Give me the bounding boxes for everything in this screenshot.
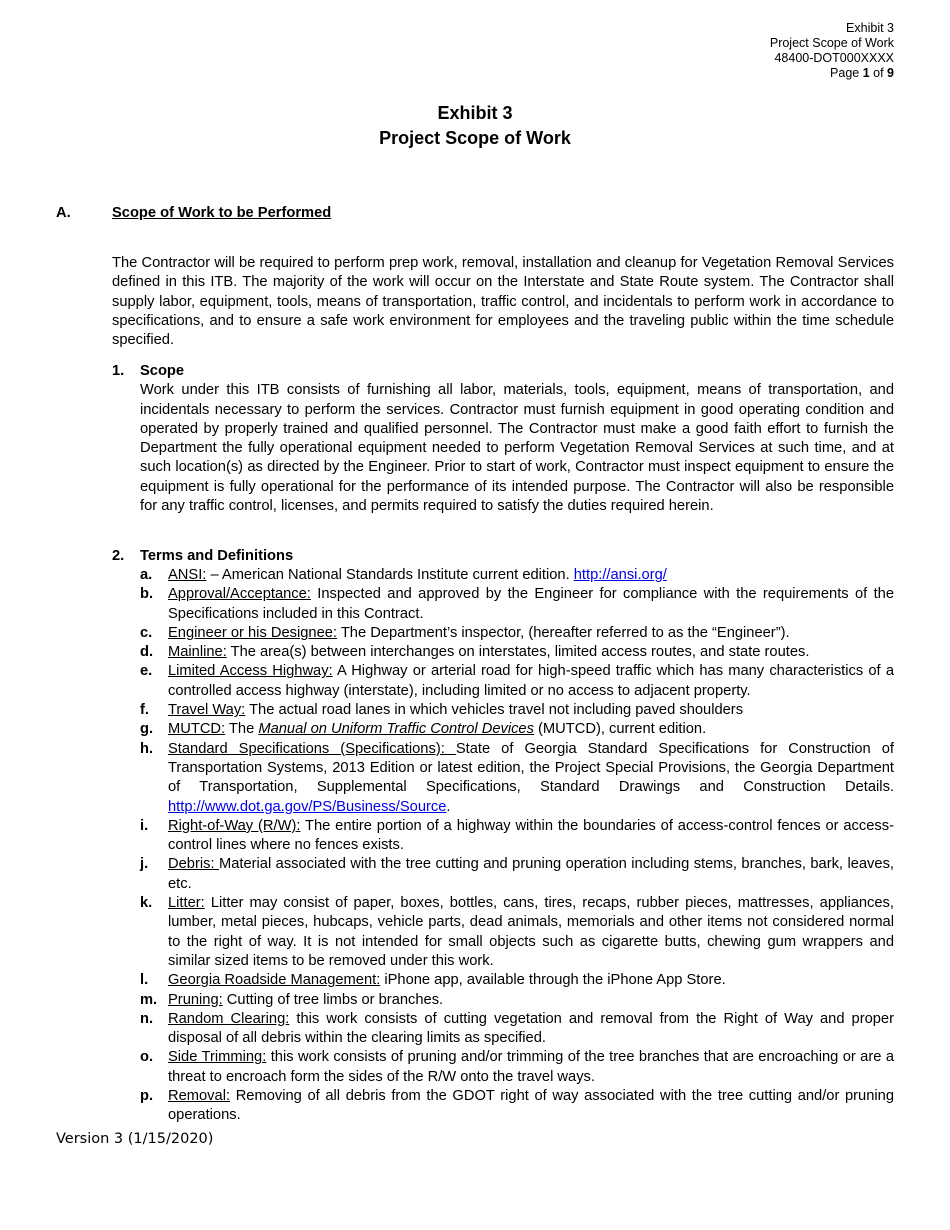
definition-term: Georgia Roadside Management: (168, 972, 381, 989)
definition-item: l. Georgia Roadside Management: iPhone app, available through the iPhone App Store. (140, 972, 726, 989)
definition-term: Standard Specifications (Specifications): (168, 740, 456, 757)
scope-heading: Scope (140, 363, 185, 379)
definition-term: Approval/Acceptance: (168, 586, 311, 603)
definition-term: Mainline: (168, 644, 227, 661)
definition-term: ANSI: (168, 567, 207, 583)
definition-item: f. Travel Way: The actual road lanes in which vehicles travel not including paved shoulders (140, 702, 744, 719)
definition-item: d. Mainline: The area(s) between interchanges on interstates, limited access routes, and state routes. (140, 644, 810, 661)
title-line-1: Exhibit 3 (437, 103, 513, 123)
header-contract-number: 48400-DOT000XXXX (774, 51, 894, 65)
definition-item: e. Limited Access Highway: A Highway or arterial road for high-speed traffic which has many characteristics of a controlled access highway (interstate), including limited or no access to adjacent property. (140, 663, 894, 699)
definitions-list (140, 566, 894, 1126)
definition-item: a. ANSI: – American National Standards Institute current edition. http://ansi.org/ (140, 567, 667, 583)
version-footer: Version 3 (1/15/2020) (56, 1131, 214, 1147)
scope-number: 1. (112, 363, 125, 379)
terms-number: 2. (112, 548, 125, 564)
page-title (0, 101, 950, 151)
title-line-2: Project Scope of Work (379, 128, 571, 148)
mutcd-title: Manual on Uniform Traffic Control Devices (258, 721, 534, 738)
definition-item: g. MUTCD: The Manual on Uniform Traffic Control Devices (MUTCD), current edition. (140, 721, 707, 738)
definition-term: MUTCD: (168, 721, 226, 738)
definition-item: m. Pruning: Cutting of tree limbs or branches. (140, 991, 444, 1008)
definition-item: c. Engineer or his Designee: The Department’s inspector, (hereafter referred to as the “Engineer”). (140, 624, 790, 641)
definition-term: Right-of-Way (R/W): (168, 817, 301, 834)
definition-item: j. Debris: Material associated with the tree cutting and pruning operation including stems, branches, bark, leaves, etc. (140, 856, 894, 892)
section-letter: A. (56, 205, 71, 221)
definition-term: Litter: (168, 895, 205, 912)
header-page-number: Page 1 of 9 (830, 66, 894, 80)
section-title: Scope of Work to be Performed (112, 205, 332, 221)
definition-item: k. Litter: Litter may consist of paper, boxes, bottles, cans, tires, recaps, rubber pieces, mattresses, appliances, lumber, metal pieces, hubcaps, vehicle parts, dead animals, memorials and other items not considered normal to the right of way. It is not intended for small objects such as cigarette butts, chewing gum wrappers and similar sized items to be removed under this work. (140, 895, 894, 969)
scope-text: Work under this ITB consists of furnishing all labor, materials, tools, equipment, means of transportation, and incidentals necessary to perform the services. Contractor must furnish equipment in good operating condition and operated by properly trained and qualified personnel. The Contractor must make a good faith effort to furnish the Department the fully operational equipment needed to perform Vegetation Removal Services at such time, and at such location(s) as directed by the Engineer. Prior to start of work, Contractor must inspect equipment to ensure the equipment is fully operational for the performance of its intended purpose. The Contractor will also be responsible for any traffic control, licenses, and permits required to satisfy the duties required herein. (140, 382, 894, 515)
intro-paragraph: The Contractor will be required to perform prep work, removal, installation and cleanup for Vegetation Removal Services defined in this ITB. The majority of the work will occur on the Interstate and State Route system. The Contractor shall supply labor, equipment, tools, means of transportation, traffic control, and incidentals to perform work in accordance to specifications, and to ensure a safe work environment for employees and the traveling public within the time schedule specified. (112, 255, 894, 349)
section-a-heading (56, 205, 331, 221)
header-doc-title: Project Scope of Work (769, 36, 894, 50)
definition-term: Removal: (168, 1088, 231, 1105)
definition-term: Pruning: (168, 991, 223, 1008)
header-exhibit: Exhibit 3 (846, 21, 894, 35)
definition-item: n. Random Clearing: this work consists of cutting vegetation and removal from the Right of Way and proper disposal of all debris within the clearing limits as specified. (140, 1010, 894, 1047)
definition-item: i. Right-of-Way (R/W): The entire portion of a highway within the boundaries of access-control fences or access-control lines where no fences exists. (140, 817, 894, 854)
definition-term: Travel Way: (168, 702, 246, 719)
gdot-source-link[interactable]: http://www.dot.ga.gov/PS/Business/Source (168, 798, 447, 815)
terms-heading: Terms and Definitions (140, 548, 294, 564)
definition-item: b. Approval/Acceptance: Inspected and approved by the Engineer for compliance with the requirements of the Specifications included in this Contract. (140, 586, 894, 622)
definition-term: Random Clearing: (168, 1010, 290, 1027)
ansi-link[interactable]: http://ansi.org/ (573, 567, 667, 583)
definition-item: h. Standard Specifications (Specifications): State of Georgia Standard Specifications for Construction of Transportation Systems, 2013 Edition or latest edition, the Project Special Provisions, the Georgia Department of Transportation, Supplemental Specifications, Standard Drawings and Construction Details. http://www.dot.ga.gov/PS/Business/Source. (140, 740, 894, 815)
page-header (770, 21, 894, 81)
definition-term: Side Trimming: (168, 1049, 267, 1066)
definition-item: o. Side Trimming: this work consists of pruning and/or trimming of the tree branches that are encroaching or are a threat to encroach form the sides of the R/W onto the travel ways. (140, 1049, 894, 1085)
definition-item: p. Removal: Removing of all debris from the GDOT right of way associated with the tree cutting and/or pruning operations. (140, 1088, 894, 1124)
definition-term: Debris: (168, 856, 219, 873)
definition-term: Engineer or his Designee: (168, 624, 338, 641)
definition-term: Limited Access Highway: (168, 663, 333, 680)
